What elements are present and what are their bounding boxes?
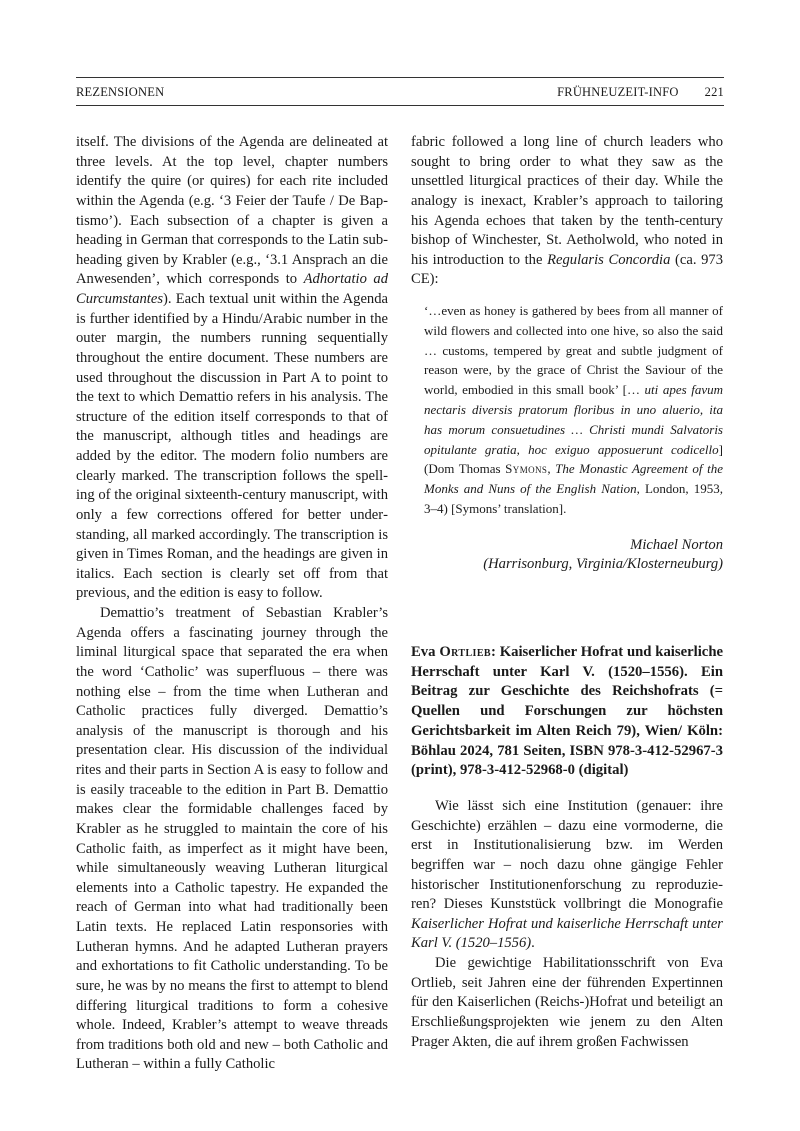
review-body	[411, 797, 723, 1052]
section-label: REZENSIONEN	[76, 85, 165, 99]
reviewer-signature	[411, 536, 723, 575]
paragraph: Die gewichtige Habilitationsschrift von Eva Ortlieb, seit Jahren eine der führenden Expertinnen für den Kaiserlichen (Reichs-)Hofrat und beteiligt an Erschließungsprojekten wie jenem zu den Alten Prager Akten, die auf ihrem großen Fachwissen	[411, 955, 723, 1050]
left-column	[76, 133, 388, 1075]
block-quote: ‘…even as honey is gathered by bees from all manner of wild flowers and collected into one hive, so also the said … customs, tempered by great and subtle judgment of reason were, by the grace of Christ the Saviour of the world, embodied in this small book’ [… uti apes favum nectaris diversis pratorum floribus in uno aluerio, ita has morum consuetudines … Christi mundi Salvatoris opitulante gratia, hoc exiguo apposuerunt codicello] (Dom Thomas Symons, The Monastic Agreement of the Monks and Nuns of the English Nation, London, 1953, 3–4) [Symons’ translation].	[424, 303, 723, 516]
journal-name: FRÜHNEUZEIT-INFO	[557, 85, 679, 99]
reviewer-name: Michael Norton	[630, 536, 723, 553]
paragraph: fabric followed a long line of church leaders who sought to bring order to what they saw as the unsettled liturgical practices of their day. While the analogy is inexact, Krabler’s approach to tailoring his Agenda echoes that taken by the tenth-century bishop of Winchester, St. Aetholwold, who noted in his introduction to the Regularis Concordia (ca. 973 CE):	[411, 134, 723, 288]
running-header	[76, 77, 724, 106]
page-number: 221	[704, 85, 724, 99]
paragraph: itself. The divisions of the Agenda are delineated at three levels. At the top level, chapter numbers identify the quire (or quires) for each rite included within the Agenda (e.g. ‘3 Feier der Taufe / De Baptismo’). Each subsection of a chapter is given a heading in German that corresponds to the Latin subheading given by Krabler (e.g., ‘3.1 Ansprach an die Anwesenden’, which corresponds to Adhortatio ad Curcumstantes). Each textual unit within the Agenda is further identified by a Hindu/Arabic number in the outer margin, the numbers running sequentially throughout the entire document. These numbers are used throughout the discussion in Part A to point to the text to which Demattio refers in his analysis. The structure of the edition itself corresponds to that of the manuscript, although titles and headings are added by the editor. The modern folio numbers are clearly marked. The transcription follows the spelling of the original sixteenth-century manuscript, with only a few corrections offered for better understanding, all marked accordingly. The transcription is given in Times Roman, and the headings are given in italics. Each section is clearly set off from that previous, and the edition is easy to follow.	[76, 134, 389, 602]
reviewer-location: (Harrisonburg, Virginia/Klosterneuburg)	[483, 556, 723, 573]
paragraph: Wie lässt sich eine Institution (genauer: ihre Geschichte) erzählen – dazu eine vormoderne, die erst in Institutionalisierung bzw. im Werden begriffen war – noch dazu ohne gängige Fehler historischer Institutionenforschung zu reproduzieren? Dieses Kunststück vollbringt die Monografie Kaiserlicher Hofrat und kaiserliche Herrschaft unter Karl V. (1520–1556).	[411, 798, 723, 952]
review-heading: Eva Ortlieb: Kaiserlicher Hofrat und kaiserliche Herrschaft unter Karl V. (1520–1556). Ein Beitrag zur Geschichte des Reichshofrats (= Quellen und Forschungen zur höchsten Gerichtsbarkeit im Alten Reich 79), Wien/ Köln: Böhlau 2024, 781 Seiten, ISBN 978-3-412-52967-3 (print), 978-3-412-52968-0 (digital)	[411, 644, 724, 779]
journal-page	[557, 85, 724, 100]
right-column	[411, 133, 723, 575]
paragraph: Demattio’s treatment of Sebastian Krabler’s Agenda offers a fascinating journey through the liminal liturgical space that separated the era when the word ‘Catholic’ was superfluous – there was nothing else – from the time when Lutheran and Catholic practices fully diverged. Demattio’s analysis of the manuscript is thorough and his presentation clear. His discussion of the individual rites and their parts in Section A is easy to follow and is easily traceable to the edition in Part B. Demattio makes clear the formidable challenges faced by Krabler as he struggled to maintain the core of his Catholic faith, as imperfect as it might have been, while simultaneously weaving Lutheran liturgical elements into a Catholic tapestry. He expanded the reach of German into what had traditionally been Latin texts. He replaced Latin responsories with Lutheran hymns. And he adapted Lutheran prayers and exhortations to fit Catholic understanding. To be sure, he was by no means the first to attempt to blend differing liturgical traditions to form a cohesive whole. Indeed, Krabler’s attempt to weave threads from traditions both old and new – both Catholic and Lutheran – within a fully Catholic	[76, 605, 388, 1073]
